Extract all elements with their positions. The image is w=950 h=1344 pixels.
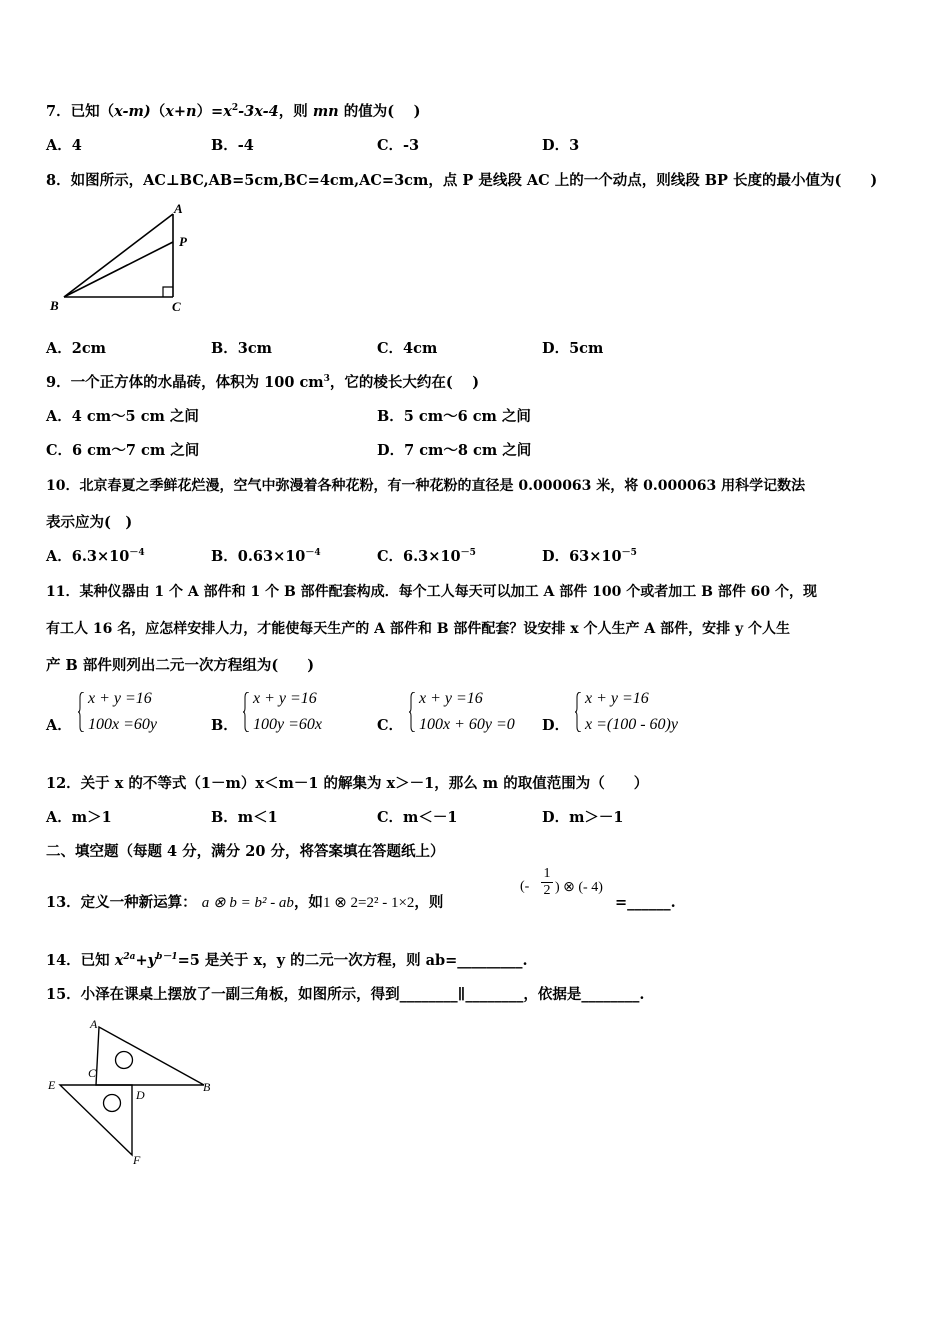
q11-option-b-label[interactable]: B． — [211, 717, 238, 734]
brace-icon — [409, 692, 416, 732]
brace-icon — [78, 692, 85, 732]
q9-option-b[interactable]: B．5 cm～6 cm 之间 — [377, 408, 531, 425]
q7-text: 已知（ — [70, 103, 115, 120]
q10-opt-base: A．6.3×10 — [46, 548, 130, 565]
q9-text: 9．一个正方体的水晶砖，体积为 100 cm — [46, 374, 324, 391]
q7-text: ）= — [196, 103, 224, 120]
equation-2: x =(100 - 60)y — [585, 716, 678, 733]
q13-text: ，如 — [293, 894, 323, 911]
q7-sup: 2 — [231, 103, 239, 114]
q9-option-c[interactable]: C．6 cm～7 cm 之间 — [46, 442, 200, 459]
q8-option-d[interactable]: D．5cm — [542, 340, 604, 357]
q10-opt-exp: －5 — [460, 548, 476, 559]
upper-triangle — [96, 1027, 204, 1085]
q7-math: -3x-4 — [238, 103, 279, 120]
label-e: E — [48, 1078, 56, 1092]
q8-stem: 8．如图所示，AC⊥BC,AB=5cm,BC=4cm,AC=3cm，点 P 是线段 AC 上的一个动点，则线段 BP 长度的最小值为( ) — [46, 172, 878, 189]
q12-option-d[interactable]: D．m＞－1 — [542, 809, 624, 826]
q12-option-a[interactable]: A．m＞1 — [46, 809, 112, 826]
q13-example: 1 ⊗ 2=2² - 1×2 — [322, 895, 415, 911]
q15-set-square-figure — [44, 1015, 224, 1170]
q14-stem — [46, 951, 528, 971]
brace-icon — [575, 692, 582, 732]
segment-bp — [64, 242, 173, 297]
q10-opt-exp: －4 — [129, 548, 145, 559]
q14-sup: b－1 — [156, 952, 178, 963]
label-b: B — [50, 298, 59, 313]
q8-option-b[interactable]: B．3cm — [211, 340, 273, 357]
q12-option-b[interactable]: B．m＜1 — [211, 809, 278, 826]
q7-stem — [46, 102, 421, 122]
q14-sup: 2a — [123, 952, 136, 963]
q10-opt-exp: －4 — [305, 548, 321, 559]
q7-option-a[interactable]: A．4 — [46, 137, 82, 154]
q13-expression — [520, 879, 529, 895]
q7-num: 7． — [46, 103, 71, 120]
q11-option-d-label[interactable]: D． — [542, 717, 570, 734]
label-p: P — [179, 234, 187, 249]
q11-option-a-label[interactable]: A． — [46, 717, 72, 734]
q10-opt-base: B．0.63×10 — [211, 548, 306, 565]
fraction-numerator: 1 — [543, 866, 551, 881]
q11-stem-line3: 产 B 部件则列出二元一次方程组为( ) — [46, 657, 315, 674]
equation-1: x + y =16 — [88, 690, 152, 707]
equation-1: x + y =16 — [419, 690, 483, 707]
label-a: A — [90, 1017, 98, 1031]
q13-stem — [46, 893, 443, 913]
label-a: A — [174, 201, 183, 216]
label-b: B — [203, 1080, 211, 1094]
equation-2: 100y =60x — [253, 716, 322, 733]
q13-expr-post: ) ⊗ (- 4) — [555, 880, 603, 895]
q11-option-c-label[interactable]: C． — [377, 717, 404, 734]
equation-2: 100x + 60y =0 — [419, 716, 515, 733]
brace-icon — [243, 692, 250, 732]
q7-option-d[interactable]: D．3 — [542, 137, 580, 154]
q13-fraction — [541, 866, 553, 899]
q7-text: （ — [150, 103, 166, 120]
segment-ab — [64, 214, 173, 297]
q10-opt-base: D．63×10 — [542, 548, 622, 565]
q8-option-c[interactable]: C．4cm — [377, 340, 438, 357]
q7-math: x — [223, 103, 232, 120]
label-d: D — [136, 1088, 145, 1102]
equation-1: x + y =16 — [253, 690, 317, 707]
q7-math: x+n — [165, 103, 197, 120]
q9-option-a[interactable]: A．4 cm～5 cm 之间 — [46, 408, 199, 425]
q8-option-a[interactable]: A．2cm — [46, 340, 107, 357]
fraction-denominator: 2 — [541, 882, 553, 899]
q7-math: mn — [312, 103, 339, 120]
q13-text: ，则 — [414, 894, 444, 911]
q11-stem-line1: 11．某种仪器由 1 个 A 部件和 1 个 B 部件配套构成．每个工人每天可以加工 A 部件 100 个或者加工 B 部件 60 个，现 — [46, 584, 818, 600]
q8-triangle-figure — [46, 200, 206, 320]
q12-option-c[interactable]: C．m＜－1 — [377, 809, 458, 826]
right-angle-mark — [163, 287, 173, 297]
q10-option-a[interactable] — [46, 547, 145, 567]
q9-sup: 3 — [323, 374, 330, 385]
lower-triangle — [60, 1085, 132, 1155]
q12-stem: 12．关于 x 的不等式（1－m）x＜m－1 的解集为 x＞－1，那么 m 的取值范围为（ ） — [46, 775, 649, 792]
label-c: C — [88, 1066, 97, 1080]
q10-option-b[interactable] — [211, 547, 321, 567]
upper-hole — [116, 1052, 133, 1069]
q14-math: +y — [135, 952, 157, 969]
q7-option-c[interactable]: C．-3 — [377, 137, 420, 154]
q13-expr-pre: (- — [520, 879, 530, 894]
q10-option-c[interactable] — [377, 547, 476, 567]
q7-text: ，则 — [278, 103, 313, 120]
q13-text: 13．定义一种新运算： — [46, 894, 197, 911]
q9-option-d[interactable]: D．7 cm～8 cm 之间 — [377, 442, 532, 459]
q11-stem-line2: 有工人 16 名，应怎样安排人力，才能使每天生产的 A 部件和 B 部件配套？设安排 x 个人生产 A 部件，安排 y 个人生 — [46, 621, 791, 637]
section-title: 二、填空题（每题 4 分，满分 20 分，将答案填在答题纸上） — [46, 843, 445, 860]
q10-option-d[interactable] — [542, 547, 637, 567]
q15-stem: 15．小泽在课桌上摆放了一副三角板，如图所示，得到________∥________，依据是________. — [46, 986, 645, 1003]
q10-opt-exp: －5 — [621, 548, 637, 559]
equation-1: x + y =16 — [585, 690, 649, 707]
equation-2: 100x =60y — [88, 716, 157, 733]
q10-opt-base: C．6.3×10 — [377, 548, 461, 565]
q14-math: x — [114, 952, 124, 969]
q13-answer-blank[interactable]: =______. — [615, 894, 676, 911]
q14-text: =5 是关于 x，y 的二元一次方程，则 ab=_________. — [177, 952, 528, 969]
label-f: F — [133, 1153, 141, 1167]
q10-stem-line1: 10．北京春夏之季鲜花烂漫，空气中弥漫着各种花粉，有一种花粉的直径是 0.000063 米，将 0.000063 用科学记数法 — [46, 478, 806, 494]
lower-hole — [104, 1095, 121, 1112]
q9-text: ，它的棱长大约在( ) — [329, 374, 480, 391]
q13-formula: a ⊗ b = b² - ab — [201, 895, 294, 911]
q14-text: 14．已知 — [46, 952, 115, 969]
q7-math: x-m) — [114, 103, 151, 120]
q7-option-b[interactable]: B．-4 — [211, 137, 254, 154]
q9-stem — [46, 373, 479, 393]
q10-stem-line2: 表示应为( ) — [46, 514, 133, 531]
q7-text: 的值为( ) — [338, 103, 421, 120]
label-c: C — [172, 299, 181, 314]
